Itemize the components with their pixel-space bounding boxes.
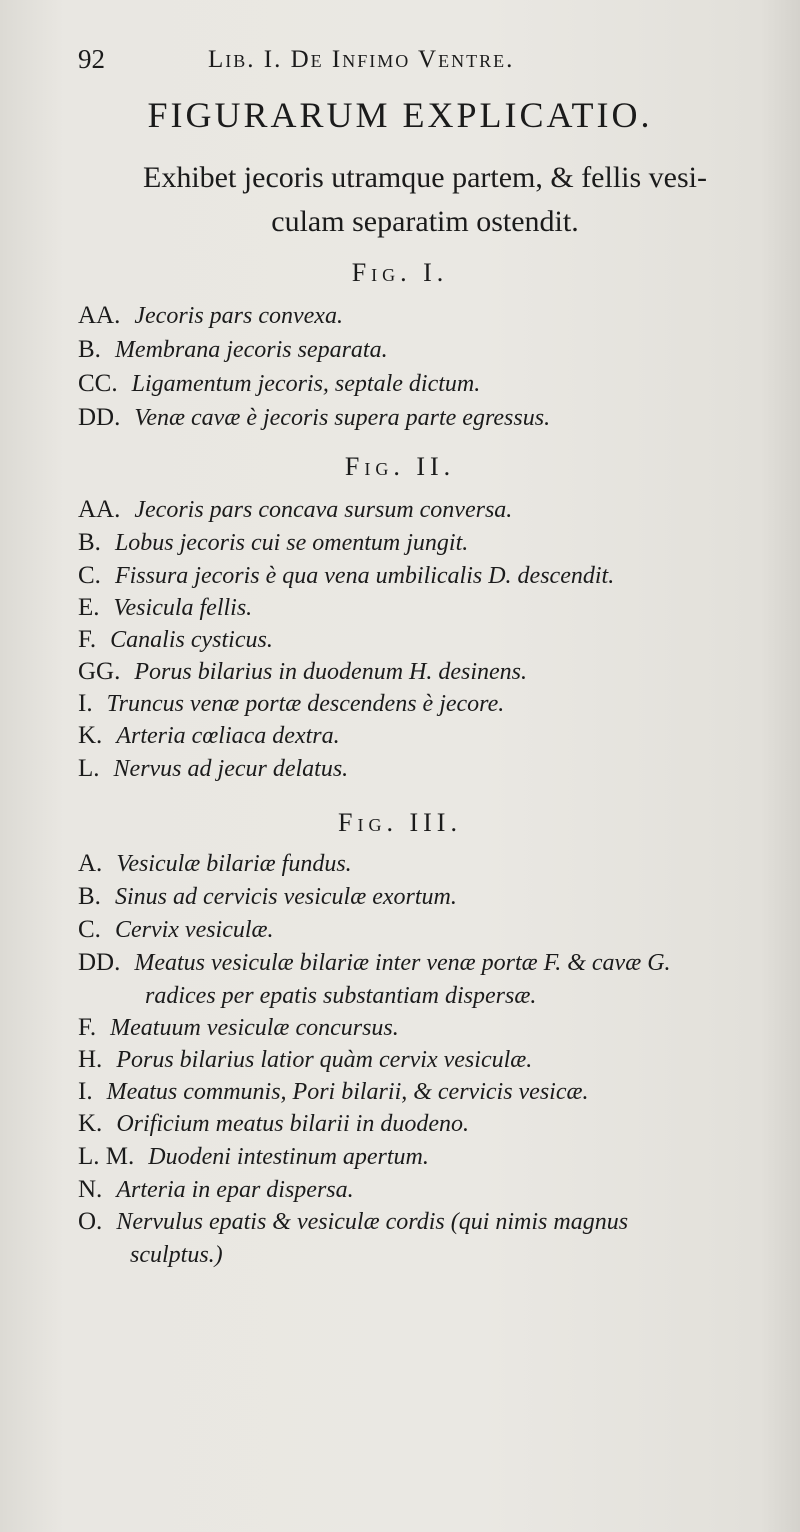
legend-entry bbox=[78, 1110, 770, 1144]
legend-entry bbox=[78, 626, 770, 660]
legend-continuation: sculptus.) bbox=[130, 1242, 223, 1268]
legend-key: L. M. bbox=[78, 1143, 135, 1170]
legend-entry bbox=[78, 404, 770, 438]
legend-text: Sinus ad cervicis vesiculæ exortum. bbox=[114, 884, 457, 910]
legend-key: GG. bbox=[78, 658, 121, 685]
legend-entry bbox=[78, 336, 770, 370]
legend-key: F. bbox=[78, 626, 97, 653]
fig-1-heading: Fig. I. bbox=[351, 258, 449, 287]
legend-entry bbox=[78, 496, 770, 530]
legend-key: B. bbox=[78, 336, 101, 363]
legend-text: Cervix vesiculæ. bbox=[114, 917, 274, 943]
legend-entry bbox=[78, 690, 770, 724]
legend-entry bbox=[78, 916, 770, 950]
legend-key: K. bbox=[78, 1110, 103, 1137]
legend-text: Venæ cavæ è jecoris supera parte egressus. bbox=[134, 405, 551, 431]
legend-key: K. bbox=[78, 722, 103, 749]
page-header bbox=[78, 38, 740, 78]
legend-entry bbox=[78, 658, 770, 692]
legend-key: CC. bbox=[78, 370, 118, 397]
legend-key: O. bbox=[78, 1208, 103, 1235]
legend-key: AA. bbox=[78, 496, 121, 523]
legend-text: Nervulus epatis & vesiculæ cordis (qui nimis magnus bbox=[116, 1209, 629, 1235]
legend-key: B. bbox=[78, 883, 101, 910]
legend-key: DD. bbox=[78, 404, 121, 431]
legend-text: Meatus communis, Pori bilarii, & cervicis vesicæ. bbox=[106, 1079, 589, 1105]
legend-entry bbox=[78, 1014, 770, 1048]
legend-text: Porus bilarius latior quàm cervix vesiculæ. bbox=[116, 1047, 533, 1073]
legend-text: Lobus jecoris cui se omentum jungit. bbox=[114, 530, 469, 556]
legend-text: Duodeni intestinum apertum. bbox=[148, 1144, 429, 1170]
legend-entry bbox=[78, 883, 770, 917]
legend-key: A. bbox=[78, 850, 103, 877]
legend-key: C. bbox=[78, 916, 101, 943]
legend-entry bbox=[78, 529, 770, 563]
page-number: 92 bbox=[78, 44, 105, 74]
legend-entry bbox=[78, 302, 770, 336]
legend-text: Vesicula fellis. bbox=[113, 595, 253, 621]
legend-key: N. bbox=[78, 1176, 103, 1203]
legend-entry bbox=[78, 1208, 770, 1242]
subtitle-line-2: culam separatim ostendit. bbox=[271, 205, 579, 238]
legend-text: Arteria in epar dispersa. bbox=[116, 1177, 354, 1203]
legend-text: Canalis cysticus. bbox=[110, 627, 273, 653]
legend-entry bbox=[78, 1078, 770, 1112]
legend-key: L. bbox=[78, 755, 100, 782]
legend-entry bbox=[78, 1046, 770, 1080]
legend-key: F. bbox=[78, 1014, 97, 1041]
legend-key: AA. bbox=[78, 302, 121, 329]
legend-entry bbox=[78, 755, 770, 789]
section-subtitle bbox=[80, 156, 770, 244]
legend-key: H. bbox=[78, 1046, 103, 1073]
legend-text: Arteria cœliaca dextra. bbox=[116, 723, 340, 749]
legend-text: Fissura jecoris è qua vena umbilicalis D. descendit. bbox=[114, 563, 615, 589]
legend-text: Jecoris pars concava sursum conversa. bbox=[134, 497, 513, 523]
legend-key: I. bbox=[78, 1078, 93, 1105]
legend-entry bbox=[78, 949, 770, 983]
legend-text: Meatuum vesiculæ concursus. bbox=[110, 1015, 399, 1041]
legend-text: Porus bilarius in duodenum H. desinens. bbox=[134, 659, 528, 685]
section-title: FIGURARUM EXPLICATIO. bbox=[147, 95, 653, 135]
legend-entry bbox=[78, 370, 770, 404]
legend-text: Membrana jecoris separata. bbox=[114, 337, 388, 363]
running-head: Lib. I. De Infimo Ventre. bbox=[208, 46, 515, 73]
legend-entry bbox=[78, 1176, 770, 1210]
legend-text: Nervus ad jecur delatus. bbox=[113, 756, 349, 782]
legend-entry bbox=[78, 722, 770, 756]
legend-text: Ligamentum jecoris, septale dictum. bbox=[131, 371, 481, 397]
legend-entry bbox=[78, 1143, 770, 1177]
fig-3-heading: Fig. III. bbox=[338, 808, 462, 837]
legend-key: I. bbox=[78, 690, 93, 717]
legend-key: C. bbox=[78, 562, 101, 589]
legend-text: Meatus vesiculæ bilariæ inter venæ portæ F. & cavæ G. bbox=[134, 950, 671, 976]
fig-2-heading: Fig. II. bbox=[344, 452, 456, 481]
legend-key: B. bbox=[78, 529, 101, 556]
legend-entry bbox=[78, 562, 770, 596]
legend-key: E. bbox=[78, 594, 100, 621]
legend-text: Orificium meatus bilarii in duodeno. bbox=[116, 1111, 469, 1137]
legend-key: DD. bbox=[78, 949, 121, 976]
legend-text: Vesiculæ bilariæ fundus. bbox=[116, 851, 352, 877]
subtitle-line-1: Exhibet jecoris utramque partem, & fellis vesi- bbox=[143, 161, 707, 194]
legend-text: Jecoris pars convexa. bbox=[134, 303, 343, 329]
legend-entry bbox=[78, 594, 770, 628]
legend-text: Truncus venæ portæ descendens è jecore. bbox=[106, 691, 505, 717]
legend-entry bbox=[78, 850, 770, 884]
legend-continuation: radices per epatis substantiam dispersæ. bbox=[145, 983, 537, 1009]
